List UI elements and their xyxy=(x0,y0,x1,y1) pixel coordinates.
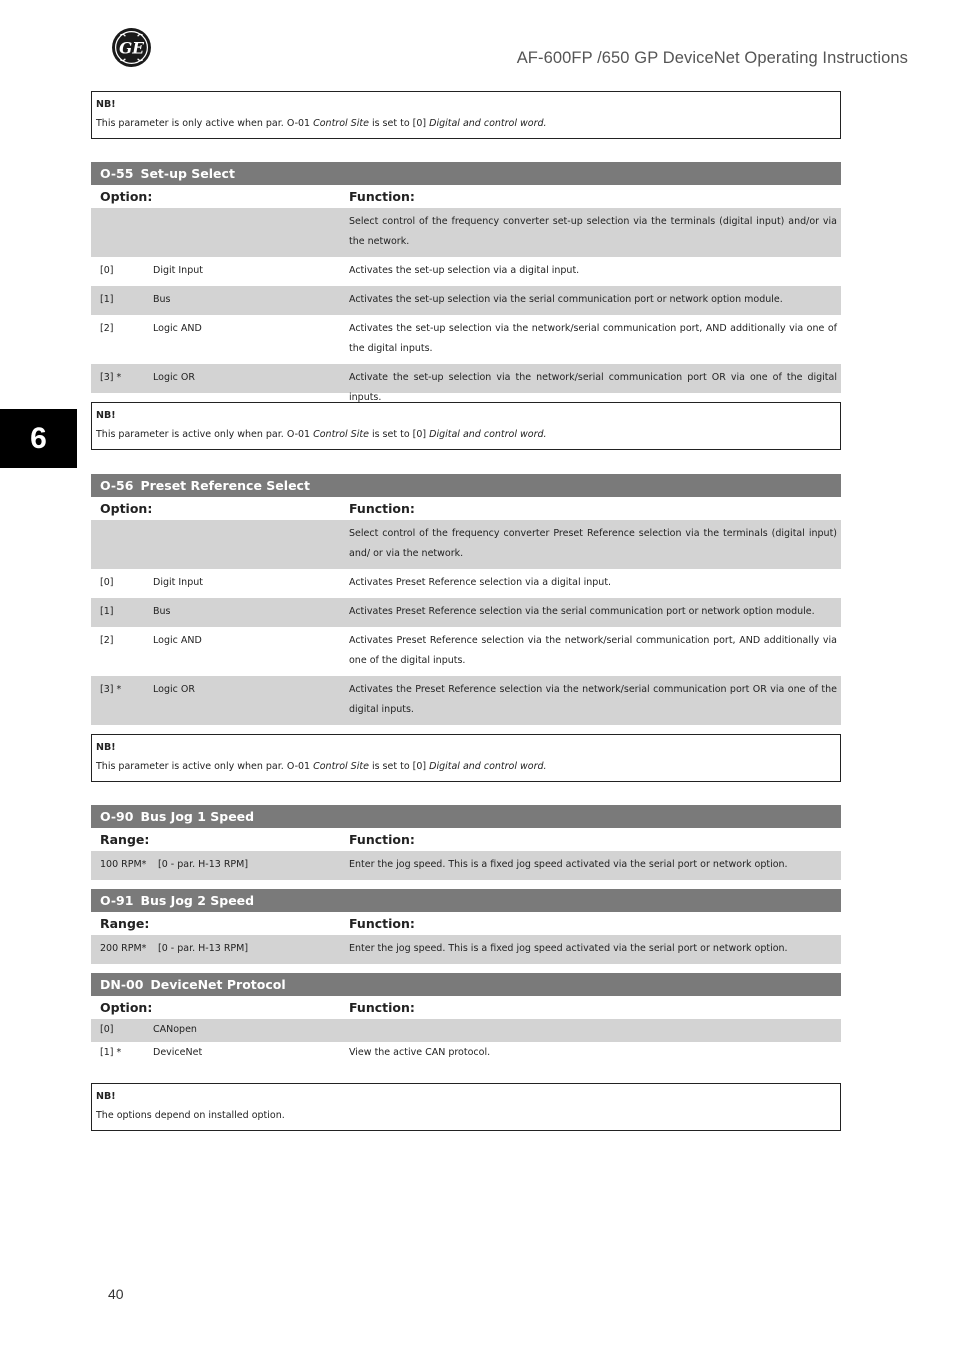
column-header xyxy=(91,912,841,935)
column-function: Function: xyxy=(349,501,415,516)
column-function: Function: xyxy=(349,1000,415,1015)
option-name: CANopen xyxy=(153,1024,197,1035)
option-name xyxy=(153,208,341,257)
option-function: View the active CAN protocol. xyxy=(349,1047,491,1058)
param-title: Preset Reference Select xyxy=(140,478,310,493)
option-function: Activates the set-up selection via a digital input. xyxy=(349,265,580,276)
option-code: [2] xyxy=(100,635,114,646)
page-content xyxy=(91,91,841,1131)
range-limits: [0 - par. H-13 RPM] xyxy=(158,943,249,954)
note-label: NB! xyxy=(96,99,116,110)
column-header xyxy=(91,185,841,208)
column-option: Option: xyxy=(100,189,153,204)
note-box xyxy=(91,1083,841,1131)
range-default: 100 RPM* xyxy=(100,859,147,870)
note-box xyxy=(91,402,841,450)
option-function: Activates the set-up selection via the serial communication port or network option module. xyxy=(349,294,783,305)
range-function: Enter the jog speed. This is a fixed jog speed activated via the serial port or network option. xyxy=(349,943,788,954)
ge-logo-icon xyxy=(111,27,152,68)
param-title: DeviceNet Protocol xyxy=(150,977,286,992)
option-name: Logic OR xyxy=(153,372,195,383)
param-header xyxy=(91,973,841,996)
param-dn-00 xyxy=(91,973,841,1067)
option-function: Activates Preset Reference selection via a digital input. xyxy=(349,577,612,588)
option-function: Select control of the frequency converter set-up selection via the terminals (digital input) and/or via the network. xyxy=(349,216,837,247)
note-label: NB! xyxy=(96,410,116,421)
param-id: O-55 xyxy=(100,166,134,181)
param-o-90 xyxy=(91,805,841,880)
table-row xyxy=(91,315,841,364)
note-box xyxy=(91,91,841,139)
param-o-91 xyxy=(91,889,841,964)
option-name: Digit Input xyxy=(153,577,203,588)
option-function: Select control of the frequency converter Preset Reference selection via the terminals (digital input) and/ or via the network. xyxy=(349,528,837,559)
column-header xyxy=(91,996,841,1019)
option-function: Activates the Preset Reference selection via the network/serial communication port OR via one of the digital inputs. xyxy=(349,684,837,715)
param-id: O-91 xyxy=(100,893,134,908)
note-text: This parameter is active only when par. O-01 Control Site is set to [0] Digital and control word. xyxy=(96,761,547,772)
param-o-55 xyxy=(91,162,841,403)
document-title: AF-600FP /650 GP DeviceNet Operating Instructions xyxy=(516,49,908,67)
param-o-56 xyxy=(91,474,841,725)
table-row xyxy=(91,598,841,627)
option-name xyxy=(153,520,341,569)
chapter-tab: 6 xyxy=(0,409,77,468)
table-row xyxy=(91,1042,841,1067)
column-header xyxy=(91,828,841,851)
table-row xyxy=(91,286,841,315)
option-code: [0] xyxy=(100,265,114,276)
column-option: Option: xyxy=(100,501,153,516)
table-row xyxy=(91,627,841,676)
option-code: [3] * xyxy=(100,684,122,695)
option-function: Activate the set-up selection via the network/serial communication port OR via one of the digital inputs. xyxy=(349,372,837,403)
param-header xyxy=(91,889,841,912)
range-limits: [0 - par. H-13 RPM] xyxy=(158,859,249,870)
table-row xyxy=(91,851,841,880)
option-name: Logic AND xyxy=(153,635,202,646)
option-function xyxy=(341,1019,841,1042)
param-header xyxy=(91,805,841,828)
range-function: Enter the jog speed. This is a fixed jog speed activated via the serial port or network option. xyxy=(349,859,788,870)
table-row xyxy=(91,257,841,286)
table-row xyxy=(91,1019,841,1042)
table-row xyxy=(91,208,841,257)
option-code: [1] xyxy=(100,606,114,617)
table-row xyxy=(91,364,841,403)
option-name: DeviceNet xyxy=(153,1047,203,1058)
option-code: [1] * xyxy=(100,1047,122,1058)
param-title: Bus Jog 2 Speed xyxy=(140,893,255,908)
option-code xyxy=(91,208,153,257)
option-function: Activates Preset Reference selection via the serial communication port or network option module. xyxy=(349,606,815,617)
param-id: O-56 xyxy=(100,478,134,493)
param-header xyxy=(91,162,841,185)
note-label: NB! xyxy=(96,742,116,753)
page-number: 40 xyxy=(108,1286,124,1302)
note-label: NB! xyxy=(96,1091,116,1102)
option-code xyxy=(91,520,153,569)
table-row xyxy=(91,520,841,569)
column-function: Function: xyxy=(349,916,415,931)
option-code: [1] xyxy=(100,294,114,305)
column-header xyxy=(91,497,841,520)
column-range: Range: xyxy=(100,916,150,931)
note-text: This parameter is active only when par. O-01 Control Site is set to [0] Digital and control word. xyxy=(96,429,547,440)
table-row xyxy=(91,676,841,725)
option-code: [2] xyxy=(100,323,114,334)
param-header xyxy=(91,474,841,497)
logo-text: GE xyxy=(119,39,144,58)
column-function: Function: xyxy=(349,189,415,204)
option-name: Logic AND xyxy=(153,323,202,334)
option-name: Logic OR xyxy=(153,684,195,695)
option-function: Activates the set-up selection via the network/serial communication port, AND additionally via one of the digital inputs. xyxy=(349,323,837,354)
option-function: Activates Preset Reference selection via the network/serial communication port, AND additionally via one of the digital inputs. xyxy=(349,635,837,666)
option-name: Bus xyxy=(153,606,171,617)
option-code: [0] xyxy=(100,577,114,588)
table-row xyxy=(91,935,841,964)
param-id: O-90 xyxy=(100,809,134,824)
column-option: Option: xyxy=(100,1000,153,1015)
note-box xyxy=(91,734,841,782)
param-title: Set-up Select xyxy=(140,166,235,181)
param-title: Bus Jog 1 Speed xyxy=(140,809,255,824)
param-id: DN-00 xyxy=(100,977,144,992)
option-code: [0] xyxy=(100,1024,114,1035)
option-name: Bus xyxy=(153,294,171,305)
note-text: The options depend on installed option. xyxy=(96,1110,285,1121)
column-range: Range: xyxy=(100,832,150,847)
option-code: [3] * xyxy=(100,372,122,383)
option-name: Digit Input xyxy=(153,265,203,276)
column-function: Function: xyxy=(349,832,415,847)
range-default: 200 RPM* xyxy=(100,943,147,954)
table-row xyxy=(91,569,841,598)
note-text: This parameter is only active when par. O-01 Control Site is set to [0] Digital and control word. xyxy=(96,118,547,129)
